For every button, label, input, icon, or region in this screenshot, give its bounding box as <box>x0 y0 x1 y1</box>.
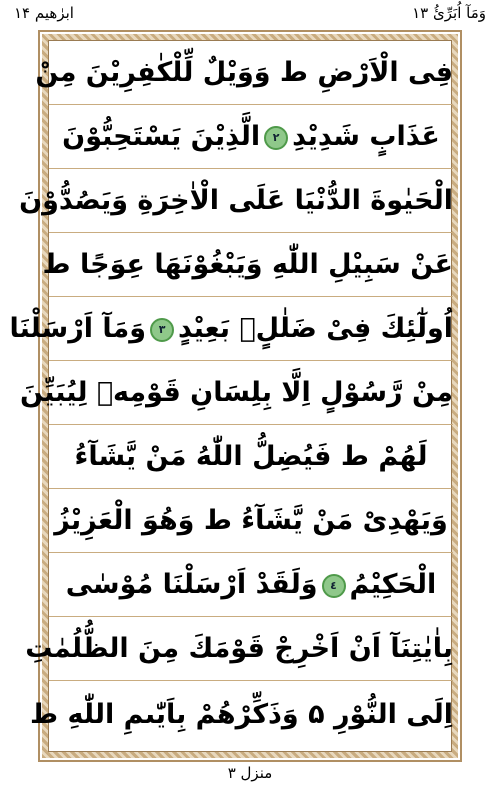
line-text: بِاٰیٰتِنَآ اَنْ اَخْرِجْ قَوْمَكَ مِنَ الظُّلُمٰتِ <box>25 633 453 664</box>
text-line <box>49 425 453 489</box>
text-line <box>49 105 453 169</box>
manzil-footer: منزل ۳ <box>227 764 273 782</box>
line-text: وَلَقَدْ اَرْسَلْنَا مُوْسٰی <box>65 569 318 600</box>
line-text: لَهُمْ ط فَیُضِلُّ اللّٰهُ مَنْ یَّشَآءُ <box>74 441 428 472</box>
line-text: الْحَیٰوةَ الدُّنْیَا عَلَی الْاٰخِرَةِ وَیَصُدُّوْنَ <box>19 185 453 216</box>
line-text: الَّذِیْنَ یَسْتَحِبُّوْنَ <box>62 121 261 152</box>
text-line <box>9 297 453 361</box>
ayah-marker-icon: ٣ <box>150 318 174 342</box>
page-header <box>0 4 500 30</box>
text-area <box>9 40 453 752</box>
text-line <box>25 617 453 681</box>
text-line <box>19 169 453 233</box>
line-text: وَمَآ اَرْسَلْنَا <box>9 313 147 344</box>
surah-name: ابرٰهیم ۱۴ <box>14 4 74 22</box>
line-text: وَیَهْدِیْ مَنْ یَّشَآءُ ط وَهُوَ الْعَزِیْزُ <box>54 505 448 536</box>
text-line <box>42 233 453 297</box>
line-text: مِنْ رَّسُوْلٍ اِلَّا بِلِسَانِ قَوْمِهٖ لِیُبَیِّنَ <box>19 377 453 408</box>
text-line <box>19 361 453 425</box>
text-line <box>49 489 453 553</box>
line-text: عَذَابٍ شَدِیْدِ <box>292 121 440 152</box>
line-text: الْحَکِیْمُ <box>349 569 437 600</box>
text-line <box>49 553 453 617</box>
text-line <box>35 41 453 105</box>
para-name: وَمَآ اُبَرِّئُ ۱۳ <box>412 4 486 22</box>
line-text: فِی الْاَرْضِ ط وَوَیْلٌ لِّلْکٰفِرِیْنَ مِنْ <box>35 57 453 88</box>
ayah-marker-icon: ٤ <box>322 574 346 598</box>
line-text: اُولٰٓئِكَ فِیْ ضَلٰلٍۭ بَعِیْدٍ <box>178 313 453 344</box>
ayah-marker-icon: ٢ <box>264 126 288 150</box>
line-text: اِلَی النُّوْرِ ۵ وَذَكِّرْهُمْ بِاَیّٰىمِ اللّٰهِ ط <box>30 699 453 730</box>
text-line <box>30 681 453 753</box>
line-text: عَنْ سَبِیْلِ اللّٰهِ وَیَبْغُوْنَهَا عِوَجًا ط <box>42 249 453 280</box>
